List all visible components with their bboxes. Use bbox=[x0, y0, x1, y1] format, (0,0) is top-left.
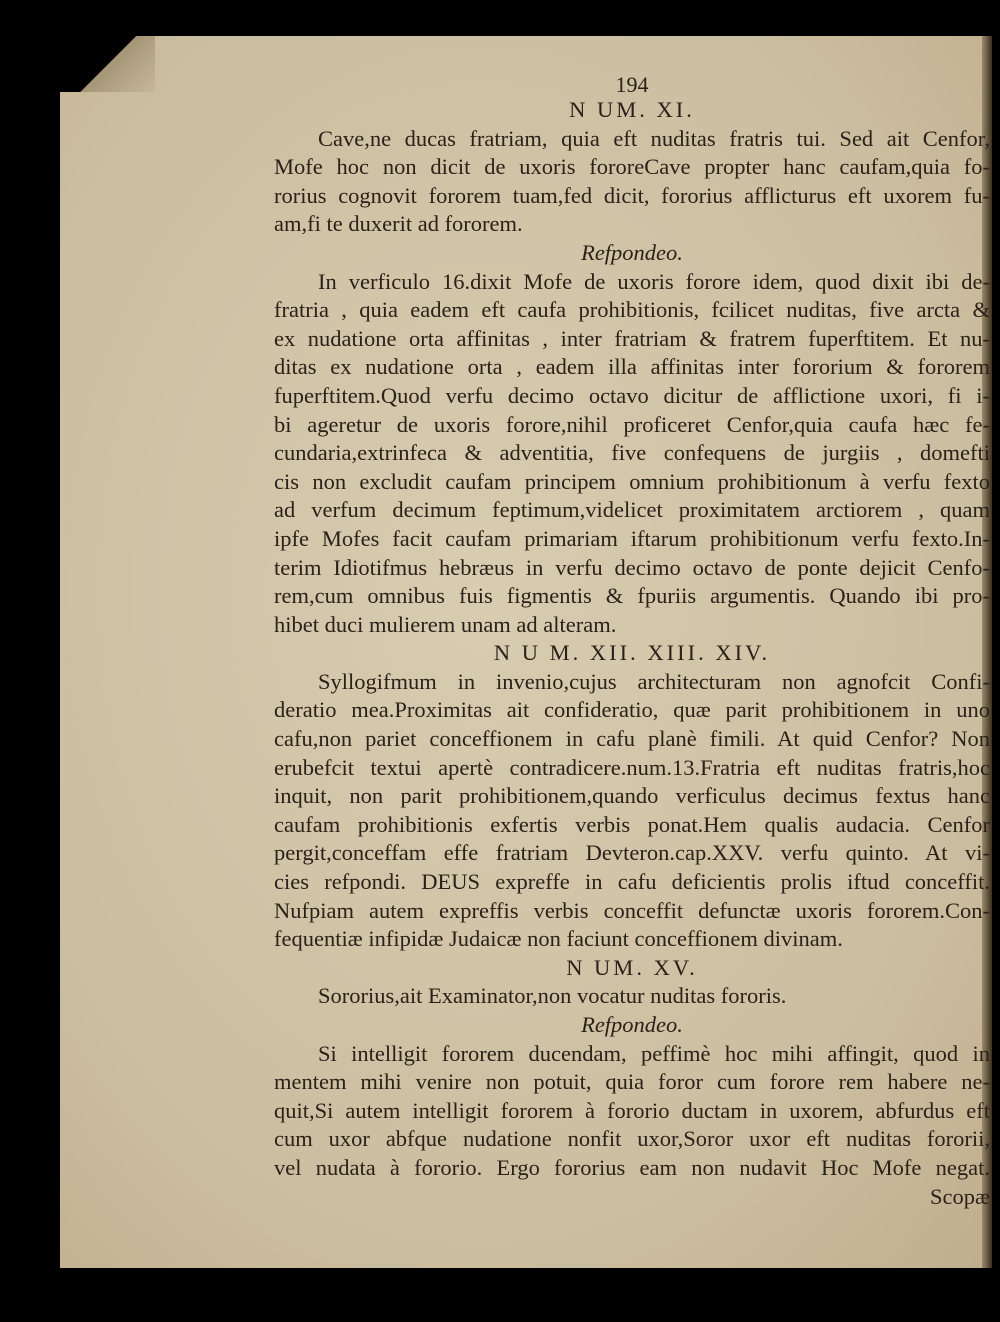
text-line: caufam prohibitionis exfertis verbis ponat.Hem qualis audacia. Cenfor bbox=[274, 811, 990, 837]
text-line: vel nudata à fororio. Ergo fororius eam non nudavit Hoc Mofe negat. bbox=[274, 1154, 990, 1180]
heading-respondeo: Refpondeo. bbox=[581, 1012, 683, 1037]
text-line: rem,cum omnibus fuis figmentis & fpuriis argumentis. Quando ibi pro- bbox=[274, 583, 990, 609]
heading-num-xi: N UM. XI. bbox=[569, 97, 695, 122]
text-line: quit,Si autem intelligit fororem à fororio ductam in uxorem, abfurdus eft bbox=[274, 1097, 990, 1123]
text-line: Sororius,ait Examinator,non vocatur nuditas fororis. bbox=[318, 983, 787, 1009]
text-line: cafu,non pariet conceffionem in cafu planè fimili. At quid Cenfor? Non bbox=[274, 726, 990, 752]
text-line: mentem mihi venire non potuit, quia foror cum forore rem habere ne- bbox=[274, 1069, 990, 1095]
folded-corner bbox=[60, 36, 155, 92]
text-line: ad verfum decimum feptimum,videlicet proximitatem arctiorem , quam bbox=[274, 497, 990, 523]
text-line: fratria , quia eadem eft caufa prohibitionis, fcilicet nuditas, five arcta & bbox=[274, 297, 990, 323]
text-line: rorius cognovit fororem tuam,fed dicit, fororius afflicturus eft uxorem fu- bbox=[274, 182, 990, 208]
text-line: pergit,conceffam effe fratriam Devteron.cap.XXV. verfu quinto. At vi- bbox=[274, 840, 990, 866]
text-line: ex nudatione orta affinitas , inter fratriam & fratrem fuperftitem. Et nu- bbox=[274, 325, 990, 351]
text-line: cum uxor abfque nudatione nonfit uxor,Soror uxor eft nuditas fororii, bbox=[274, 1126, 990, 1152]
text-line: ditas ex nudatione orta , eadem illa affinitas inter fororium & fororem bbox=[274, 354, 990, 380]
heading-num-xv: N UM. XV. bbox=[566, 954, 698, 980]
text-line: In verficulo 16.dixit Mofe de uxoris forore idem, quod dixit ibi de- bbox=[318, 268, 990, 294]
text-line: cis non excludit caufam principem omnium prohibitionum à verfu fexto bbox=[274, 468, 990, 494]
text-line: inquit, non parit prohibitionem,quando verficulus decimus fextus hanc bbox=[274, 783, 990, 809]
text-line: cies refpondi. DEUS expreffe in cafu deficientis prolis iftud conceffit. bbox=[274, 869, 990, 895]
text-line: fuperftitem.Quod verfu decimo octavo dicitur de afflictione uxori, fi i- bbox=[274, 382, 990, 408]
text-line: Si intelligit fororem ducendam, peffimè hoc mihi affingit, quod in bbox=[318, 1040, 990, 1066]
text-line: cundaria,extrinfeca & adventitia, five confequens de jurgiis , domefti bbox=[274, 440, 990, 466]
text-line: bi ageretur de uxoris forore,nihil proficeret Cenfor,quia caufa hæc fe- bbox=[274, 411, 990, 437]
text-line: hibet duci mulierem unam ad alteram. bbox=[274, 611, 617, 637]
text-line: Mofe hoc non dicit de uxoris fororeCave propter hanc caufam,quia fo- bbox=[274, 154, 990, 180]
text-line: erubefcit textui apertè contradicere.num.13.Fratria eft nuditas fratris,hoc bbox=[274, 754, 990, 780]
text-line: Syllogifmum in invenio,cujus architecturam non agnofcit Confi- bbox=[318, 668, 990, 694]
text-line: fequentiæ infipidæ Judaicæ non faciunt conceffionem divinam. bbox=[274, 926, 843, 952]
page-number: 194 bbox=[615, 74, 649, 96]
text-line: ipfe Mofes facit caufam primariam iftarum prohibitionum verfu fexto.In- bbox=[274, 525, 990, 551]
catchword: Scopæ bbox=[929, 1183, 990, 1209]
text-line: am,fi te duxerit ad fororem. bbox=[274, 211, 523, 237]
text-line: deratio mea.Proximitas ait confideratio, quæ parit prohibitionem in uno bbox=[274, 697, 990, 723]
heading-num-xii-xiv: N U M. XII. XIII. XIV. bbox=[493, 640, 771, 666]
heading-respondeo: Refpondeo. bbox=[581, 239, 683, 265]
page-text bbox=[274, 74, 990, 1211]
text-line: Nufpiam autem expreffis verbis conceffit defunctæ uxoris fororem.Con- bbox=[274, 897, 990, 923]
text-line: terim Idiotifmus hebræus in verfu decimo octavo de ponte dejicit Cenfo- bbox=[274, 554, 990, 580]
text-line: Cave,ne ducas fratriam, quia eft nuditas fratris tui. Sed ait Cenfor, bbox=[318, 125, 990, 151]
